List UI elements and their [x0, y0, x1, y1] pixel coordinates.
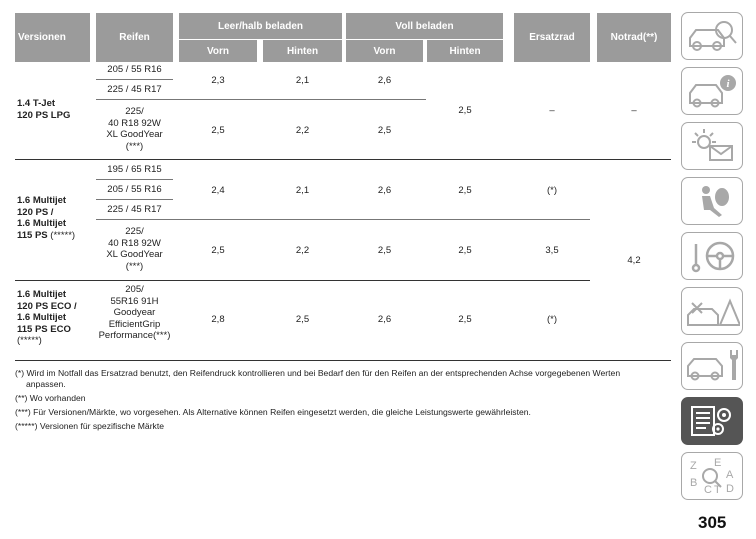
- version-1-6-multijet: 1.6 Multijet 120 PS / 1.6 Multijet 115 PS (*****): [17, 195, 76, 241]
- car-wrench-icon: [684, 346, 740, 386]
- tire-g2-2: 205 / 55 R16: [107, 184, 162, 195]
- g3-voll-vorn: 2,6: [377, 314, 392, 325]
- g3-leer-hinten: 2,5: [295, 314, 310, 325]
- divider: [96, 199, 173, 200]
- g2-row-a-leer-hinten: 2,1: [295, 185, 310, 196]
- header-voll-hinten: Hinten: [427, 40, 503, 62]
- g2-row-b-leer-hinten: 2,2: [295, 245, 310, 256]
- group-divider: [15, 159, 671, 160]
- svg-text:Z: Z: [690, 460, 697, 472]
- warning-light-message-icon: [684, 126, 740, 166]
- svg-text:E: E: [714, 457, 722, 469]
- footnote-1-cont: anpassen.: [26, 379, 66, 389]
- tire-g1-2: 225 / 45 R17: [107, 84, 162, 95]
- g1-ersatzrad: –: [549, 105, 555, 116]
- svg-text:A: A: [726, 469, 734, 481]
- g1-row-a-voll-vorn: 2,6: [377, 75, 392, 86]
- g2-row-a-ersatzrad: (*): [546, 185, 558, 196]
- car-search-icon: [684, 16, 740, 56]
- steering-fuel-icon: [684, 236, 740, 276]
- warning-triangle-car-icon: [684, 291, 740, 331]
- divider: [96, 179, 173, 180]
- tire-g2-3: 225 / 45 R17: [107, 204, 162, 215]
- tire-g1-3: 225/ 40 R18 92W XL GoodYear (***): [106, 106, 163, 152]
- footnote-4: (*****) Versionen für spezifische Märkte: [15, 421, 165, 431]
- g2-row-a-leer-vorn: 2,4: [211, 185, 225, 196]
- tab-technical-data[interactable]: [681, 397, 743, 445]
- header-leer-hinten: Hinten: [263, 40, 342, 62]
- svg-text:T: T: [714, 484, 721, 496]
- divider: [96, 99, 426, 100]
- header-leer-vorn: Vorn: [179, 40, 257, 62]
- version-1-4-tjet: 1.4 T-Jet 120 PS LPG: [17, 98, 71, 121]
- g2-row-b-voll-hinten: 2,5: [458, 245, 472, 256]
- tab-steering[interactable]: [681, 232, 743, 280]
- page-number: 305: [698, 513, 727, 532]
- header-notrad: Notrad(**): [597, 13, 671, 62]
- g1-notrad: –: [631, 105, 637, 116]
- header-reifen: Reifen: [96, 13, 173, 62]
- tire-g3: 205/ 55R16 91H Goodyear EfficientGrip Performance(***): [98, 284, 171, 341]
- header-voll-vorn: Vorn: [346, 40, 423, 62]
- g2-row-b-ersatzrad: 3,5: [545, 245, 559, 256]
- g1-row-b-voll-vorn: 2,5: [377, 125, 392, 136]
- g3-ersatzrad: (*): [546, 314, 558, 325]
- footnote-3: (***) Für Versionen/Märkte, wo vorgesehen. Als Alternative können Reifen eingesetzt werden, die gleiche Leistungswerte gewährleisten.: [15, 407, 531, 417]
- tab-warning-lights[interactable]: [681, 122, 743, 170]
- tire-g2-4: 225/ 40 R18 92W XL GoodYear (***): [106, 226, 163, 272]
- g3-voll-hinten: 2,5: [458, 314, 472, 325]
- group-divider: [15, 280, 590, 281]
- header-ersatzrad: Ersatzrad: [514, 13, 590, 62]
- g3-leer-vorn: 2,8: [211, 314, 225, 325]
- header-voll: Voll beladen: [346, 13, 503, 39]
- footnote-2: (**) Wo vorhanden: [15, 393, 86, 403]
- divider: [96, 219, 590, 220]
- svg-text:C: C: [704, 484, 712, 496]
- svg-text:i: i: [726, 78, 730, 90]
- tire-g2-1: 195 / 65 R15: [107, 164, 162, 175]
- tire-g1-1: 205 / 55 R16: [107, 64, 162, 75]
- svg-text:B: B: [690, 477, 698, 489]
- tab-emergency[interactable]: [681, 287, 743, 335]
- footnote-1: (*) Wird im Notfall das Ersatzrad benutzt, den Reifendruck kontrollieren und bei Bedarf den für den Reifen an der entsprechenden Achse vorgegebenen Werten: [15, 368, 621, 378]
- alphabetical-index-icon: [684, 456, 740, 496]
- table-bottom-border: [15, 360, 671, 361]
- tab-index[interactable]: [681, 452, 743, 500]
- g1-row-b-leer-hinten: 2,2: [295, 125, 310, 136]
- tab-car-search[interactable]: [681, 12, 743, 60]
- g2-row-a-voll-hinten: 2,5: [458, 185, 472, 196]
- g1-voll-hinten: 2,5: [458, 105, 472, 116]
- header-versionen: Versionen: [15, 13, 90, 62]
- g1-row-b-leer-vorn: 2,5: [211, 125, 225, 136]
- version-1-6-multijet-eco: 1.6 Multijet 120 PS ECO / 1.6 Multijet 115 PS ECO (*****): [17, 289, 77, 346]
- g2-row-a-voll-vorn: 2,6: [377, 185, 392, 196]
- g2-notrad: 4,2: [627, 255, 641, 266]
- g2-row-b-leer-vorn: 2,5: [211, 245, 225, 256]
- car-info-icon: [684, 71, 740, 111]
- tab-airbag[interactable]: [681, 177, 743, 225]
- airbag-passenger-icon: [684, 181, 740, 221]
- g2-row-b-voll-vorn: 2,5: [377, 245, 392, 256]
- header-leer-halb: Leer/halb beladen: [179, 13, 342, 39]
- technical-data-icon: [684, 401, 740, 441]
- tab-maintenance[interactable]: [681, 342, 743, 390]
- divider: [96, 79, 173, 80]
- g1-row-a-leer-hinten: 2,1: [295, 75, 310, 86]
- tab-car-info[interactable]: [681, 67, 743, 115]
- g1-row-a-leer-vorn: 2,3: [211, 75, 225, 86]
- svg-text:D: D: [726, 483, 734, 495]
